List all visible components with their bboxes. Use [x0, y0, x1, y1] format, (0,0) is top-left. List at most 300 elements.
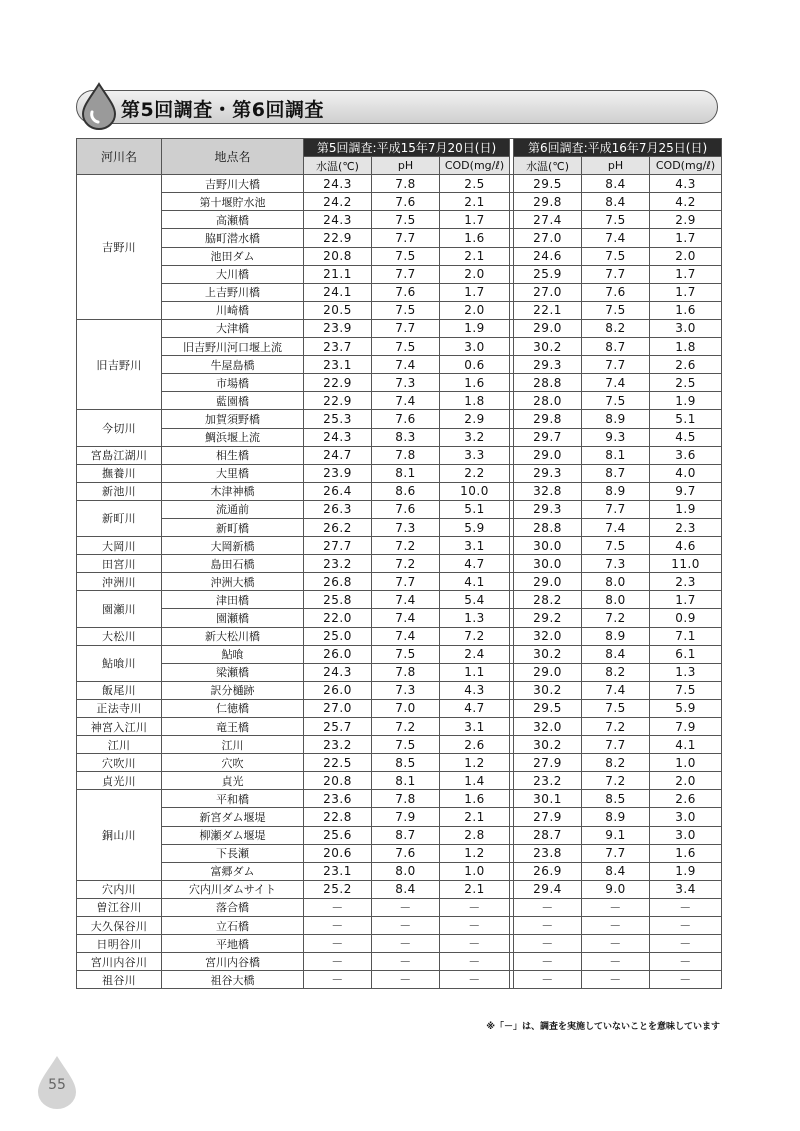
s6-temp-cell: 29.4: [514, 880, 582, 898]
s6-ph-cell: 7.7: [582, 844, 650, 862]
s6-ph-cell: 8.9: [582, 410, 650, 428]
site-name: 下長瀬: [162, 844, 304, 862]
s6-temp-cell: 32.8: [514, 482, 582, 500]
header-row-1: [77, 139, 722, 157]
river-name: 貞光川: [77, 772, 162, 790]
s6-temp-cell: 22.1: [514, 301, 582, 319]
site-name: 平地橋: [162, 935, 304, 953]
survey6-header: 第6回調査:平成16年7月25日(日): [514, 139, 722, 157]
s6-cod-cell: 11.0: [650, 555, 722, 573]
s6-ph-cell: 8.4: [582, 862, 650, 880]
s6-temp-cell: 28.0: [514, 392, 582, 410]
s5-ph-cell: 8.4: [372, 880, 440, 898]
site-name: 高瀬橋: [162, 211, 304, 229]
s6-ph-cell: 8.4: [582, 175, 650, 193]
s5-ph-cell: 7.8: [372, 446, 440, 464]
s6-cod-cell: －: [650, 971, 722, 989]
table-row: [77, 826, 722, 844]
s6-temp-cell: 23.2: [514, 772, 582, 790]
s5-cod-cell: 1.1: [440, 663, 510, 681]
s6-cod-cell: 3.0: [650, 319, 722, 337]
s5-cod-cell: 2.1: [440, 247, 510, 265]
table-row: [77, 627, 722, 645]
s6-cod-cell: 2.3: [650, 518, 722, 536]
river-name: 園瀬川: [77, 591, 162, 627]
s6-ph-cell: 8.9: [582, 627, 650, 645]
s5-ph-cell: 7.5: [372, 211, 440, 229]
s6-cod-cell: 1.9: [650, 392, 722, 410]
s6-temp-cell: 30.2: [514, 681, 582, 699]
table-row: [77, 229, 722, 247]
s5-cod-cell: 2.9: [440, 410, 510, 428]
table-row: [77, 518, 722, 536]
s6-ph-cell: 7.4: [582, 374, 650, 392]
s6-cod-cell: 7.9: [650, 718, 722, 736]
s6-temp-cell: 25.9: [514, 265, 582, 283]
site-name: 加賀須野橋: [162, 410, 304, 428]
s6-cod-cell: 2.3: [650, 573, 722, 591]
table-row: [77, 699, 722, 717]
table-row: [77, 681, 722, 699]
table-row: [77, 736, 722, 754]
table-row: [77, 663, 722, 681]
site-name: 相生橋: [162, 446, 304, 464]
s6-cod-cell: －: [650, 898, 722, 916]
s5-ph-cell: 7.7: [372, 265, 440, 283]
s5-ph-cell: 7.7: [372, 573, 440, 591]
s6-ph-cell: 7.7: [582, 500, 650, 518]
river-name: 撫養川: [77, 464, 162, 482]
s6-temp-cell: 29.0: [514, 663, 582, 681]
table-row: [77, 844, 722, 862]
river-name: 大岡川: [77, 537, 162, 555]
s5-cod-cell: 1.6: [440, 229, 510, 247]
s5-temp-cell: －: [304, 917, 372, 935]
site-name: 訳分樋跡: [162, 681, 304, 699]
s6-temp-cell: 27.9: [514, 808, 582, 826]
site-name: 落合橋: [162, 898, 304, 916]
site-name: 平和橋: [162, 790, 304, 808]
table-row: [77, 500, 722, 518]
s5-temp-cell: 22.9: [304, 392, 372, 410]
s5-cod-cell: 3.2: [440, 428, 510, 446]
site-name: 上吉野川橋: [162, 283, 304, 301]
s5-temp-cell: 23.6: [304, 790, 372, 808]
s5-temp-cell: 23.7: [304, 338, 372, 356]
site-name: 市場橋: [162, 374, 304, 392]
s6-ph-cell: 7.5: [582, 699, 650, 717]
s6-ph-cell: 7.4: [582, 229, 650, 247]
s6-cod-cell: 4.5: [650, 428, 722, 446]
survey5-header: 第5回調査:平成15年7月20日(日): [304, 139, 510, 157]
s6-temp-cell: 28.7: [514, 826, 582, 844]
s6-cod-cell: 3.4: [650, 880, 722, 898]
site-name: 梁瀬橋: [162, 663, 304, 681]
table-row: [77, 718, 722, 736]
s6-temp-cell: 30.0: [514, 555, 582, 573]
table-row: [77, 790, 722, 808]
site-name: 穴内川ダムサイト: [162, 880, 304, 898]
table-row: [77, 953, 722, 971]
site-name: 江川: [162, 736, 304, 754]
s6-temp-cell: 29.0: [514, 573, 582, 591]
s6-ph-cell: 8.4: [582, 645, 650, 663]
site-name: 鮎喰: [162, 645, 304, 663]
table-row: [77, 609, 722, 627]
table-row: [77, 645, 722, 663]
s5-cod-cell: 2.1: [440, 193, 510, 211]
s5-cod-cell: －: [440, 917, 510, 935]
s6-temp-cell: 27.0: [514, 229, 582, 247]
s6-cod-cell: 0.9: [650, 609, 722, 627]
s6-cod-cell: 3.0: [650, 826, 722, 844]
s6-ph-cell: 7.7: [582, 356, 650, 374]
table-row: [77, 392, 722, 410]
s6-ph-cell: －: [582, 898, 650, 916]
site-name: 竜王橋: [162, 718, 304, 736]
s5-temp-cell: 25.0: [304, 627, 372, 645]
s6-cod-cell: 1.6: [650, 844, 722, 862]
table-row: [77, 573, 722, 591]
s6-cod-cell: 3.0: [650, 808, 722, 826]
table-row: [77, 446, 722, 464]
s5-cod-header: COD(mg/ℓ): [440, 157, 510, 175]
s5-cod-cell: 1.8: [440, 392, 510, 410]
site-name: 大里橋: [162, 464, 304, 482]
s6-ph-cell: 8.9: [582, 808, 650, 826]
site-name: 島田石橋: [162, 555, 304, 573]
s6-temp-cell: 27.9: [514, 754, 582, 772]
s6-temp-cell: －: [514, 953, 582, 971]
s5-cod-cell: 3.0: [440, 338, 510, 356]
s5-ph-cell: 7.5: [372, 736, 440, 754]
s5-cod-cell: －: [440, 953, 510, 971]
s5-cod-cell: 5.4: [440, 591, 510, 609]
river-name: 銅山川: [77, 790, 162, 880]
s5-temp-cell: 26.8: [304, 573, 372, 591]
s5-ph-cell: 8.3: [372, 428, 440, 446]
river-name: 正法寺川: [77, 699, 162, 717]
site-header: 地点名: [162, 139, 304, 175]
s5-cod-cell: 2.8: [440, 826, 510, 844]
site-name: 旧吉野川河口堰上流: [162, 338, 304, 356]
s6-temp-cell: －: [514, 971, 582, 989]
s6-ph-cell: 8.4: [582, 193, 650, 211]
section-title-bar: [76, 90, 718, 124]
river-name: 吉野川: [77, 175, 162, 320]
s6-cod-cell: 1.7: [650, 229, 722, 247]
s6-temp-cell: 29.8: [514, 410, 582, 428]
s6-ph-cell: 8.2: [582, 754, 650, 772]
site-name: 富郷ダム: [162, 862, 304, 880]
site-name: 大津橋: [162, 319, 304, 337]
s6-cod-cell: 1.7: [650, 265, 722, 283]
s6-cod-cell: 9.7: [650, 482, 722, 500]
s5-cod-cell: 2.6: [440, 736, 510, 754]
s5-cod-cell: 3.3: [440, 446, 510, 464]
s5-cod-cell: 1.0: [440, 862, 510, 880]
s6-cod-cell: 7.5: [650, 681, 722, 699]
s6-ph-cell: 7.5: [582, 247, 650, 265]
s6-cod-cell: 1.0: [650, 754, 722, 772]
s5-cod-cell: 4.1: [440, 573, 510, 591]
water-quality-table: [76, 138, 722, 989]
table-row: [77, 338, 722, 356]
s5-cod-cell: 1.4: [440, 772, 510, 790]
river-name: 江川: [77, 736, 162, 754]
s6-ph-cell: 8.2: [582, 663, 650, 681]
river-name: 今切川: [77, 410, 162, 446]
s6-ph-cell: 7.5: [582, 392, 650, 410]
s6-cod-cell: －: [650, 953, 722, 971]
s6-cod-header: COD(mg/ℓ): [650, 157, 722, 175]
site-name: 新大松川橋: [162, 627, 304, 645]
s5-temp-cell: 23.1: [304, 356, 372, 374]
s5-temp-cell: 25.8: [304, 591, 372, 609]
s5-temp-cell: 25.7: [304, 718, 372, 736]
s6-temp-cell: 30.2: [514, 736, 582, 754]
s6-ph-cell: 9.1: [582, 826, 650, 844]
s5-temp-cell: 25.6: [304, 826, 372, 844]
s6-temp-cell: 29.5: [514, 699, 582, 717]
s5-ph-cell: －: [372, 935, 440, 953]
s6-temp-cell: 28.8: [514, 518, 582, 536]
site-name: 貞光: [162, 772, 304, 790]
river-name: 穴吹川: [77, 754, 162, 772]
s6-ph-cell: －: [582, 953, 650, 971]
s6-temp-cell: 27.4: [514, 211, 582, 229]
river-name: 宮島江湖川: [77, 446, 162, 464]
s5-ph-cell: 7.5: [372, 645, 440, 663]
s6-temp-cell: －: [514, 935, 582, 953]
river-name: 大久保谷川: [77, 917, 162, 935]
s6-cod-cell: －: [650, 917, 722, 935]
s5-temp-cell: －: [304, 953, 372, 971]
s5-temp-cell: 21.1: [304, 265, 372, 283]
table-row: [77, 591, 722, 609]
s5-temp-cell: 22.9: [304, 229, 372, 247]
s5-temp-cell: 24.3: [304, 175, 372, 193]
s6-temp-cell: 27.0: [514, 283, 582, 301]
s5-cod-cell: 2.1: [440, 808, 510, 826]
s5-temp-cell: 23.9: [304, 464, 372, 482]
s5-temp-cell: 23.2: [304, 736, 372, 754]
table-row: [77, 935, 722, 953]
s6-cod-cell: 1.9: [650, 862, 722, 880]
s6-cod-cell: 5.1: [650, 410, 722, 428]
s5-ph-cell: 7.3: [372, 518, 440, 536]
s5-temp-cell: 20.8: [304, 247, 372, 265]
site-name: 牛屋島橋: [162, 356, 304, 374]
s6-cod-cell: －: [650, 935, 722, 953]
s5-ph-cell: 7.4: [372, 609, 440, 627]
s5-cod-cell: 1.9: [440, 319, 510, 337]
site-name: 川崎橋: [162, 301, 304, 319]
table-row: [77, 862, 722, 880]
s6-temp-cell: 28.2: [514, 591, 582, 609]
s6-ph-cell: 7.5: [582, 301, 650, 319]
s5-ph-cell: －: [372, 971, 440, 989]
s5-ph-cell: 8.5: [372, 754, 440, 772]
river-name: 旧吉野川: [77, 319, 162, 409]
table-row: [77, 808, 722, 826]
table-row: [77, 537, 722, 555]
s6-cod-cell: 4.3: [650, 175, 722, 193]
table-row: [77, 193, 722, 211]
s6-temp-cell: 29.8: [514, 193, 582, 211]
site-name: 新町橋: [162, 518, 304, 536]
river-name: 沖洲川: [77, 573, 162, 591]
s5-cod-cell: 5.1: [440, 500, 510, 518]
s5-ph-cell: －: [372, 917, 440, 935]
s6-cod-cell: 4.1: [650, 736, 722, 754]
table-row: [77, 356, 722, 374]
s5-temp-cell: 22.8: [304, 808, 372, 826]
s5-temp-cell: 26.0: [304, 681, 372, 699]
s6-temp-cell: －: [514, 917, 582, 935]
s5-ph-cell: 7.4: [372, 392, 440, 410]
s5-temp-cell: 25.3: [304, 410, 372, 428]
s5-temp-cell: 22.5: [304, 754, 372, 772]
footnote: ※「－」は、調査を実施していないことを意味しています: [486, 1022, 720, 1032]
site-name: 柳瀬ダム堰堤: [162, 826, 304, 844]
s6-temp-cell: 29.0: [514, 319, 582, 337]
s5-temp-cell: 26.2: [304, 518, 372, 536]
table-row: [77, 428, 722, 446]
s5-cod-cell: 2.4: [440, 645, 510, 663]
s6-temp-cell: 29.3: [514, 500, 582, 518]
s6-ph-cell: 8.7: [582, 464, 650, 482]
table-row: [77, 754, 722, 772]
s6-ph-cell: 7.2: [582, 609, 650, 627]
section-title: 第5回調査・第6回調査: [121, 99, 324, 121]
s5-cod-cell: 1.3: [440, 609, 510, 627]
s5-cod-cell: 2.1: [440, 880, 510, 898]
s5-cod-cell: 1.7: [440, 211, 510, 229]
s6-cod-cell: 2.9: [650, 211, 722, 229]
table-row: [77, 464, 722, 482]
s5-ph-cell: 7.2: [372, 718, 440, 736]
s5-cod-cell: 1.2: [440, 844, 510, 862]
s6-ph-cell: 8.2: [582, 319, 650, 337]
river-name: 新町川: [77, 500, 162, 536]
s5-ph-cell: 7.2: [372, 555, 440, 573]
table-row: [77, 319, 722, 337]
s5-cod-cell: －: [440, 935, 510, 953]
s6-temp-cell: 29.2: [514, 609, 582, 627]
river-name: 祖谷川: [77, 971, 162, 989]
s6-temp-cell: 24.6: [514, 247, 582, 265]
s6-cod-cell: 2.6: [650, 790, 722, 808]
s5-temp-cell: 24.1: [304, 283, 372, 301]
s5-ph-cell: 8.1: [372, 772, 440, 790]
table-row: [77, 301, 722, 319]
s5-temp-cell: 25.2: [304, 880, 372, 898]
s6-cod-cell: 1.9: [650, 500, 722, 518]
table-row: [77, 374, 722, 392]
s5-temp-cell: 24.2: [304, 193, 372, 211]
table-row: [77, 880, 722, 898]
s5-temp-cell: －: [304, 935, 372, 953]
s5-cod-cell: 2.0: [440, 265, 510, 283]
river-name: 日明谷川: [77, 935, 162, 953]
table-row: [77, 971, 722, 989]
s5-ph-cell: 7.3: [372, 374, 440, 392]
s5-cod-cell: 0.6: [440, 356, 510, 374]
s5-ph-cell: 7.2: [372, 537, 440, 555]
s5-ph-cell: －: [372, 898, 440, 916]
s5-ph-cell: 7.6: [372, 500, 440, 518]
s6-temp-cell: －: [514, 898, 582, 916]
s5-ph-cell: 7.8: [372, 790, 440, 808]
s5-temp-cell: 23.2: [304, 555, 372, 573]
s5-temp-cell: 26.4: [304, 482, 372, 500]
s6-ph-cell: 7.4: [582, 681, 650, 699]
s5-temp-cell: 24.7: [304, 446, 372, 464]
s6-cod-cell: 2.0: [650, 247, 722, 265]
s5-ph-cell: －: [372, 953, 440, 971]
s6-temp-cell: 28.8: [514, 374, 582, 392]
s6-cod-cell: 6.1: [650, 645, 722, 663]
s6-ph-cell: 7.3: [582, 555, 650, 573]
s5-ph-cell: 7.7: [372, 319, 440, 337]
site-name: 藍園橋: [162, 392, 304, 410]
s6-ph-cell: 9.0: [582, 880, 650, 898]
s5-ph-cell: 7.5: [372, 338, 440, 356]
s5-temp-cell: 24.3: [304, 663, 372, 681]
site-name: 流通前: [162, 500, 304, 518]
table-row: [77, 898, 722, 916]
s5-ph-cell: 7.6: [372, 410, 440, 428]
s6-cod-cell: 4.2: [650, 193, 722, 211]
s6-ph-cell: 7.2: [582, 772, 650, 790]
site-name: 穴吹: [162, 754, 304, 772]
s5-ph-cell: 7.6: [372, 283, 440, 301]
s5-cod-cell: 2.5: [440, 175, 510, 193]
s6-temp-cell: 32.0: [514, 627, 582, 645]
site-name: 大川橋: [162, 265, 304, 283]
s5-cod-cell: 5.9: [440, 518, 510, 536]
s5-temp-header: 水温(℃): [304, 157, 372, 175]
s5-ph-cell: 7.6: [372, 193, 440, 211]
s5-temp-cell: 20.6: [304, 844, 372, 862]
river-name: 鮎喰川: [77, 645, 162, 681]
s6-ph-cell: 8.7: [582, 338, 650, 356]
s6-ph-cell: 8.9: [582, 482, 650, 500]
s6-ph-cell: －: [582, 971, 650, 989]
s5-cod-cell: 4.7: [440, 699, 510, 717]
table-row: [77, 410, 722, 428]
site-name: 祖谷大橋: [162, 971, 304, 989]
s5-ph-cell: 7.8: [372, 175, 440, 193]
s5-temp-cell: 22.9: [304, 374, 372, 392]
river-name: 新池川: [77, 482, 162, 500]
table-row: [77, 175, 722, 193]
s6-cod-cell: 1.6: [650, 301, 722, 319]
s6-ph-cell: －: [582, 917, 650, 935]
s6-temp-cell: 30.2: [514, 338, 582, 356]
s6-cod-cell: 1.7: [650, 591, 722, 609]
s5-ph-cell: 7.6: [372, 844, 440, 862]
s6-ph-cell: 7.4: [582, 518, 650, 536]
s5-ph-cell: 7.4: [372, 356, 440, 374]
river-name: 神宮入江川: [77, 718, 162, 736]
site-name: 仁徳橋: [162, 699, 304, 717]
s5-temp-cell: －: [304, 898, 372, 916]
site-name: 宮川内谷橋: [162, 953, 304, 971]
table-row: [77, 247, 722, 265]
s6-cod-cell: 2.6: [650, 356, 722, 374]
